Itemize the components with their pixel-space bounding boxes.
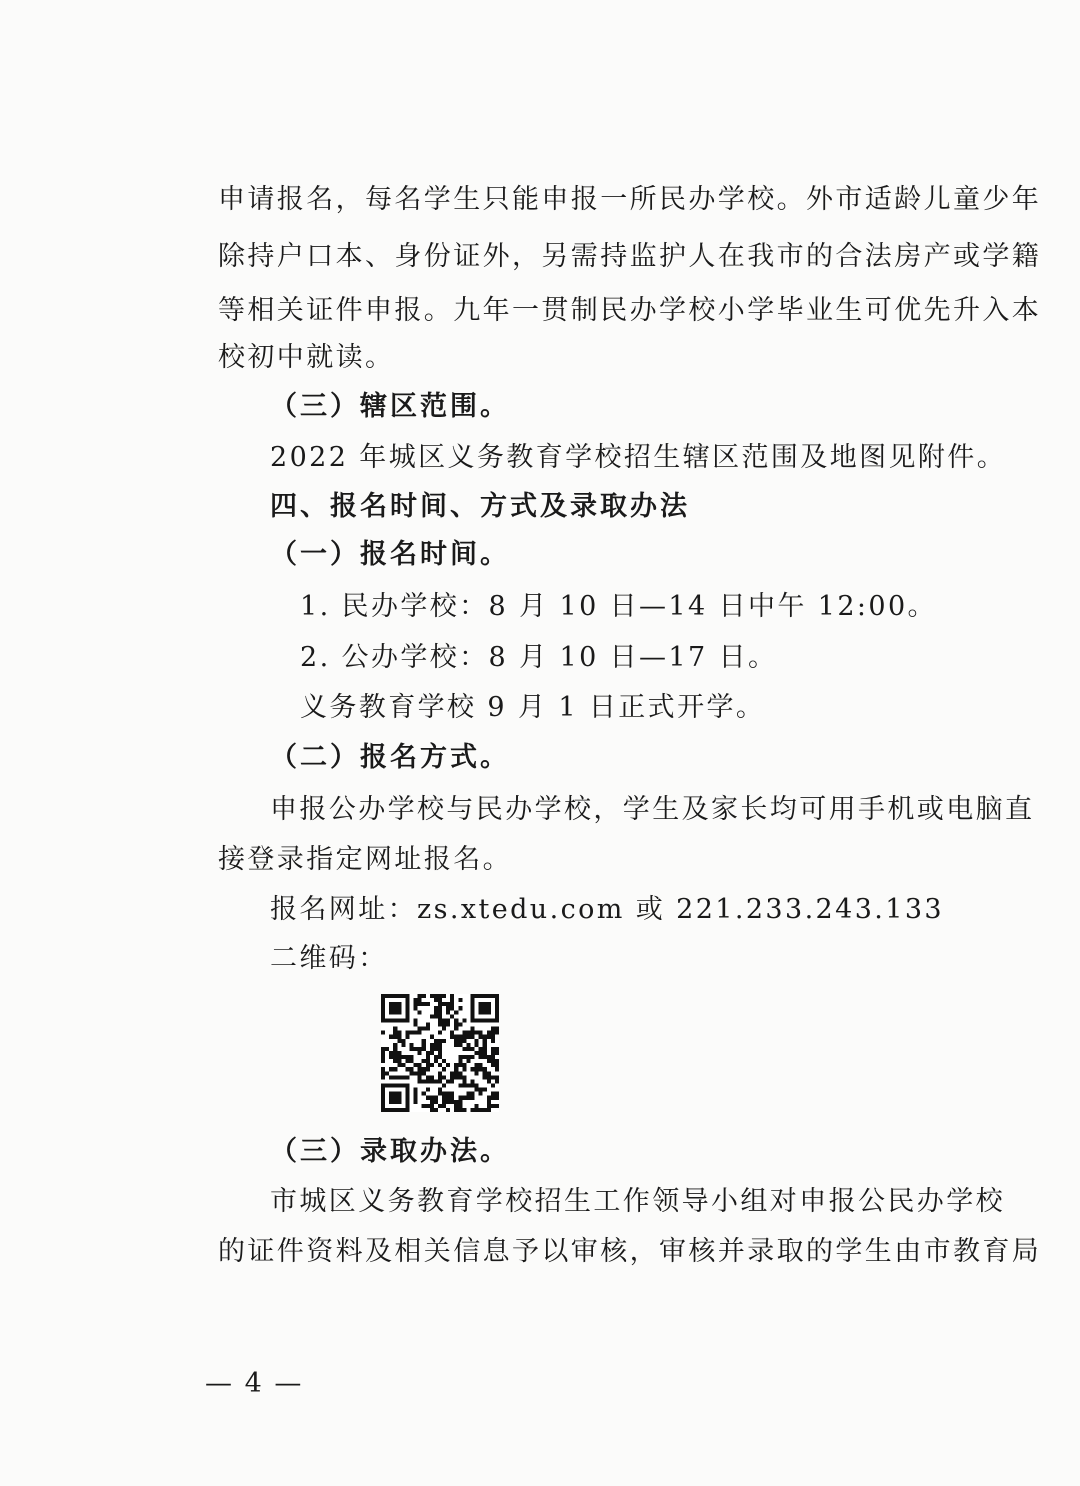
registration-time-heading: （一）报名时间。 (270, 539, 510, 570)
method-line-1: 申报公办学校与民办学校，学生及家长均可用手机或电脑直 (270, 794, 1035, 825)
section-four-heading: 四、报名时间、方式及录取办法 (270, 491, 690, 522)
jurisdiction-heading: （三）辖区范围。 (270, 391, 510, 422)
method-line-2: 接登录指定网址报名。 (218, 844, 512, 875)
paragraph-line-4: 校初中就读。 (218, 342, 395, 373)
admission-heading: （三）录取办法。 (270, 1136, 510, 1167)
website-line: 报名网址：zs.xtedu.com 或 221.233.243.133 (270, 894, 945, 925)
qr-label: 二维码： (270, 943, 388, 974)
school-start: 义务教育学校 9 月 1 日正式开学。 (300, 692, 766, 723)
registration-method-heading: （二）报名方式。 (270, 742, 510, 773)
paragraph-line-3: 等相关证件申报。九年一贯制民办学校小学毕业生可优先升入本 (218, 295, 1042, 326)
public-school-time: 2. 公办学校：8 月 10 日—17 日。 (300, 642, 778, 673)
admission-line-1: 市城区义务教育学校招生工作领导小组对申报公民办学校 (270, 1186, 1005, 1217)
paragraph-line-2: 除持户口本、身份证外，另需持监护人在我市的合法房产或学籍 (218, 241, 1042, 272)
qr-code (381, 994, 499, 1112)
private-school-time: 1. 民办学校：8 月 10 日—14 日中午 12:00。 (300, 591, 937, 622)
jurisdiction-text: 2022 年城区义务教育学校招生辖区范围及地图见附件。 (270, 442, 1007, 473)
paragraph-line-1: 申请报名，每名学生只能申报一所民办学校。外市适龄儿童少年 (218, 184, 1042, 215)
admission-line-2: 的证件资料及相关信息予以审核，审核并录取的学生由市教育局 (218, 1236, 1042, 1267)
page-number: — 4 — (205, 1368, 304, 1399)
